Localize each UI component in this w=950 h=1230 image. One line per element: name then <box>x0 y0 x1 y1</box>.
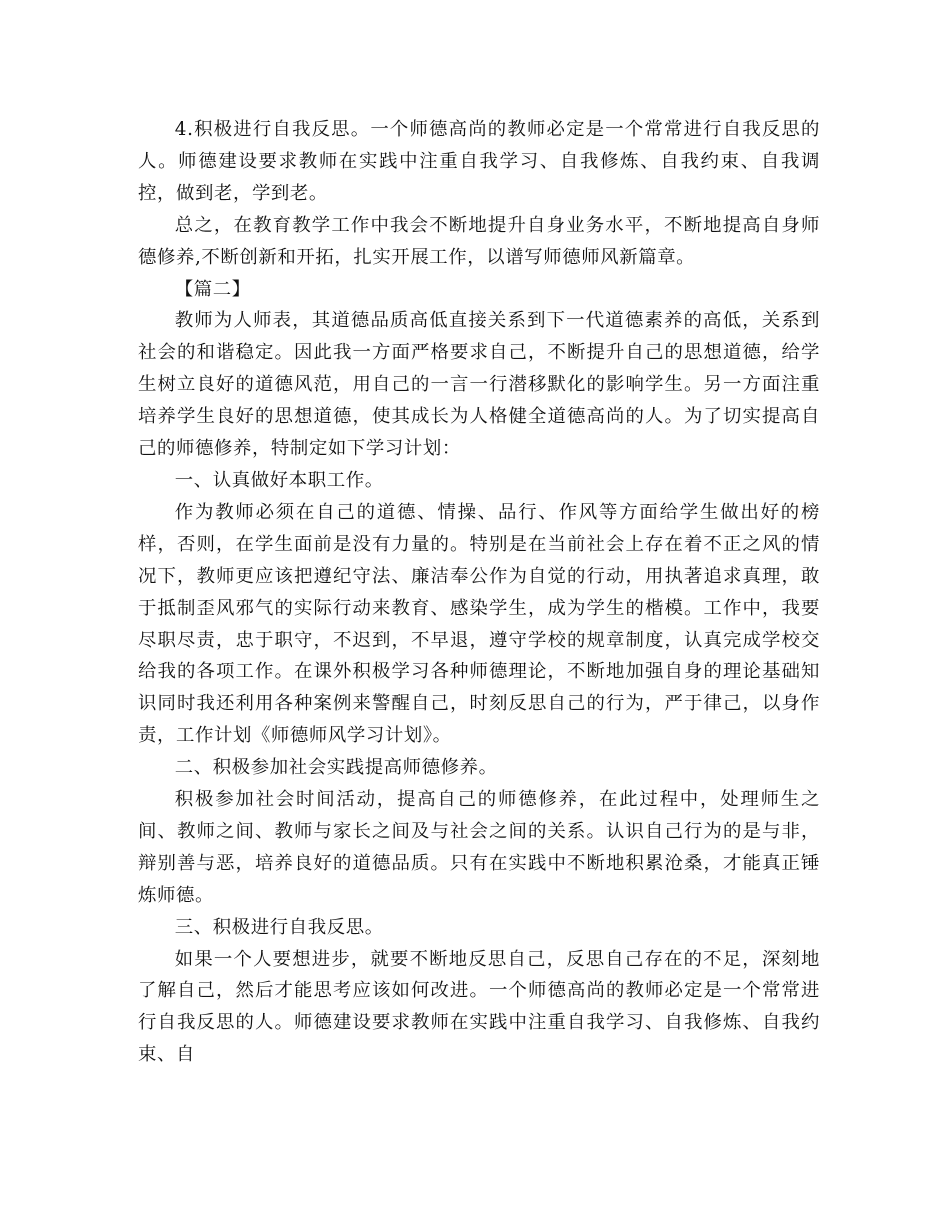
paragraph-intro-part-two: 教师为人师表，其道德品质高低直接关系到下一代道德素养的高低，关系到社会的和谐稳定。因此我一方面严格要求自己，不断提升自己的思想道德，给学生树立良好的道德风范，用自己的一言一行潜移默化的影响学生。另一方面注重培养学生良好的思想道德，使其成长为人格健全道德高尚的人。为了切实提高自己的师德修养，特制定如下学习计划： <box>138 310 820 460</box>
heading-item-two: 二、积极参加社会实践提高师德修养。 <box>174 757 498 779</box>
paragraph-item-one: 作为教师必须在自己的道德、情操、品行、作风等方面给学生做出好的榜样，否则，在学生面前是没有力量的。特别是在当前社会上存在着不正之风的情况下，教师更应该把遵纪守法、廉洁奉公作为自觉的行动，用执著追求真理，敢于抵制歪风邪气的实际行动来教育、感染学生，成为学生的楷模。工作中，我要尽职尽责，忠于职守，不迟到，不早退，遵守学校的规章制度，认真完成学校交给我的各项工作。在课外积极学习各种师德理论，不断地加强自身的理论基础知识同时我还利用各种案例来警醒自己，时刻反思自己的行为，严于律己，以身作责，工作计划《师德师风学习计划》。 <box>138 501 820 747</box>
section-heading-part-two: 【篇二】 <box>174 278 251 300</box>
paragraph-conclusion: 总之，在教育教学工作中我会不断地提升自身业务水平，不断地提高自身师德修养,不断创新和开拓，扎实开展工作，以谱写师德师风新篇章。 <box>138 214 820 268</box>
document-body <box>138 114 820 1071</box>
paragraph-reflection-4: 4.积极进行自我反思。一个师德高尚的教师必定是一个常常进行自我反思的人。师德建设要求教师在实践中注重自我学习、自我修炼、自我约束、自我调控，做到老，学到老。 <box>138 119 820 204</box>
paragraph-item-two: 积极参加社会时间活动，提高自己的师德修养，在此过程中，处理师生之间、教师之间、教师与家长之间及与社会之间的关系。认识自己行为的是与非，辩别善与恶，培养良好的道德品质。只有在实践中不断地积累沧桑，才能真正锤炼师德。 <box>138 789 820 906</box>
heading-item-three: 三、积极进行自我反思。 <box>174 916 384 938</box>
paragraph-item-three: 如果一个人要想进步，就要不断地反思自己，反思自己存在的不足，深刻地了解自己，然后才能思考应该如何改进。一个师德高尚的教师必定是一个常常进行自我反思的人。师德建设要求教师在实践中注重自我学习、自我修炼、自我约束、自 <box>138 948 820 1066</box>
heading-item-one: 一、认真做好本职工作。 <box>174 469 384 491</box>
